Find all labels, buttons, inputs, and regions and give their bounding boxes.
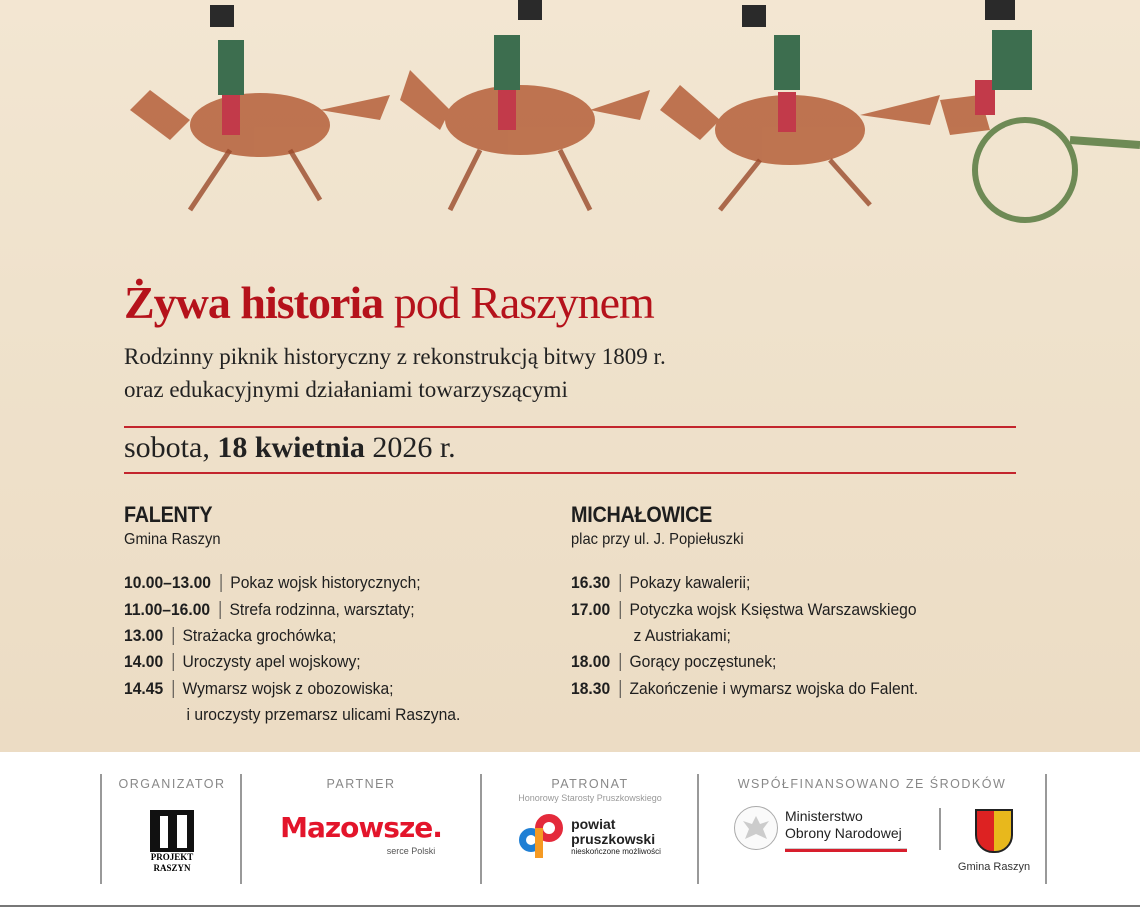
ministry-line1: Ministerstwo	[785, 808, 863, 824]
powiat-logo	[482, 814, 698, 860]
schedule-activity: Pokazy kawalerii;	[629, 573, 751, 593]
title-rest: pod Raszynem	[383, 277, 654, 328]
ministry-flag-stripe	[785, 848, 907, 852]
schedule-activity: z Austriakami;	[633, 625, 731, 645]
partner-section	[240, 774, 480, 884]
schedule-activity: Gorący poczęstunek;	[629, 652, 777, 672]
subtitle	[124, 340, 666, 406]
schedule-row	[571, 570, 918, 596]
schedule-row	[571, 649, 918, 675]
schedule-row	[124, 702, 460, 728]
schedule-row	[571, 596, 918, 622]
powiat-line1: powiat	[571, 816, 616, 832]
partner-tagline: serce Polski	[386, 846, 436, 856]
schedule-time: 18.00	[571, 653, 620, 671]
schedule-row	[124, 596, 460, 622]
powiat-line2: pruszkowski	[571, 831, 656, 847]
patronage-label: PATRONAT	[551, 777, 629, 791]
location-heading: FALENTY	[124, 502, 213, 527]
organizer-logo-text: PROJEKT RASZYN	[150, 852, 194, 873]
schedule-row	[124, 649, 460, 675]
event-date	[124, 430, 456, 466]
subtitle-line: Rodzinny piknik historyczny z rekonstrukcją bitwy 1809 r.	[124, 344, 666, 369]
schedule-row	[124, 676, 460, 702]
divider	[124, 426, 1016, 428]
schedule-activity: Uroczysty apel wojskowy;	[182, 652, 361, 672]
schedule-activity: Potyczka wojsk Księstwa Warszawskiego	[629, 599, 917, 619]
partner-label: PARTNER	[326, 777, 396, 791]
schedule-michalowice	[571, 502, 948, 702]
cavalry-illustration	[0, 0, 1140, 240]
location-place: Gmina Raszyn	[124, 531, 221, 548]
gmina-label: Gmina Raszyn	[957, 861, 1031, 873]
mazowsze-logo: Mazowsze.	[280, 811, 442, 844]
schedule-activity: Wymarsz wojsk z obozowiska;	[182, 678, 394, 698]
funding-label: WSPÓŁFINANSOWANO ZE ŚRODKÓW	[737, 777, 1007, 791]
powiat-tagline: nieskończone możliwości	[571, 847, 661, 856]
ministry-line2: Obrony Narodowej	[785, 825, 902, 841]
schedule-activity: Pokaz wojsk historycznych;	[230, 573, 421, 593]
funding-section	[697, 774, 1047, 884]
location-heading: MICHAŁOWICE	[571, 502, 713, 527]
schedule-time: 13.00	[124, 627, 173, 645]
organizer-section	[100, 774, 242, 884]
schedule-time: 14.45	[124, 680, 173, 698]
patronage-sub: Honorowy Starosty Pruszkowskiego	[518, 793, 662, 803]
title-bold: Żywa historia	[124, 277, 384, 328]
schedule-activity: Strażacka grochówka;	[182, 625, 337, 645]
schedule-falenty	[124, 502, 490, 728]
date-day: 18 kwietnia	[217, 431, 365, 464]
patronage-section	[480, 774, 698, 884]
subtitle-line: oraz edukacyjnymi działaniami towarzyszącymi	[124, 377, 568, 402]
schedule-time: 14.00	[124, 653, 173, 671]
schedule-row	[124, 570, 460, 596]
schedule-time: 18.30	[571, 680, 620, 698]
schedule-row	[124, 623, 460, 649]
organizer-label: ORGANIZATOR	[118, 777, 226, 791]
schedule-activity: Zakończenie i wymarsz wojska do Falent.	[629, 678, 919, 698]
schedule-time: 17.00	[571, 601, 620, 619]
eagle-emblem-icon	[734, 806, 778, 850]
schedule-activity: Strefa rodzinna, warsztaty;	[229, 599, 415, 619]
projekt-raszyn-logo	[150, 810, 194, 874]
schedule-time: 11.00–16.00	[124, 601, 220, 619]
schedule-row	[571, 676, 918, 702]
date-prefix: sobota,	[124, 431, 218, 464]
divider	[939, 808, 941, 850]
date-year: 2026 r.	[364, 431, 456, 464]
event-title	[124, 276, 654, 330]
schedule-time: 10.00–13.00	[124, 574, 221, 592]
schedule-time: 16.30	[571, 574, 620, 592]
location-place: plac przy ul. J. Popiełuszki	[571, 531, 744, 548]
divider	[124, 472, 1016, 474]
powiat-logo-icon	[519, 814, 567, 860]
gmina-coat-of-arms-icon	[975, 809, 1013, 853]
schedule-activity: i uroczysty przemarsz ulicami Raszyna.	[186, 705, 461, 725]
sponsors-footer	[0, 752, 1140, 907]
schedule-row	[571, 623, 918, 649]
